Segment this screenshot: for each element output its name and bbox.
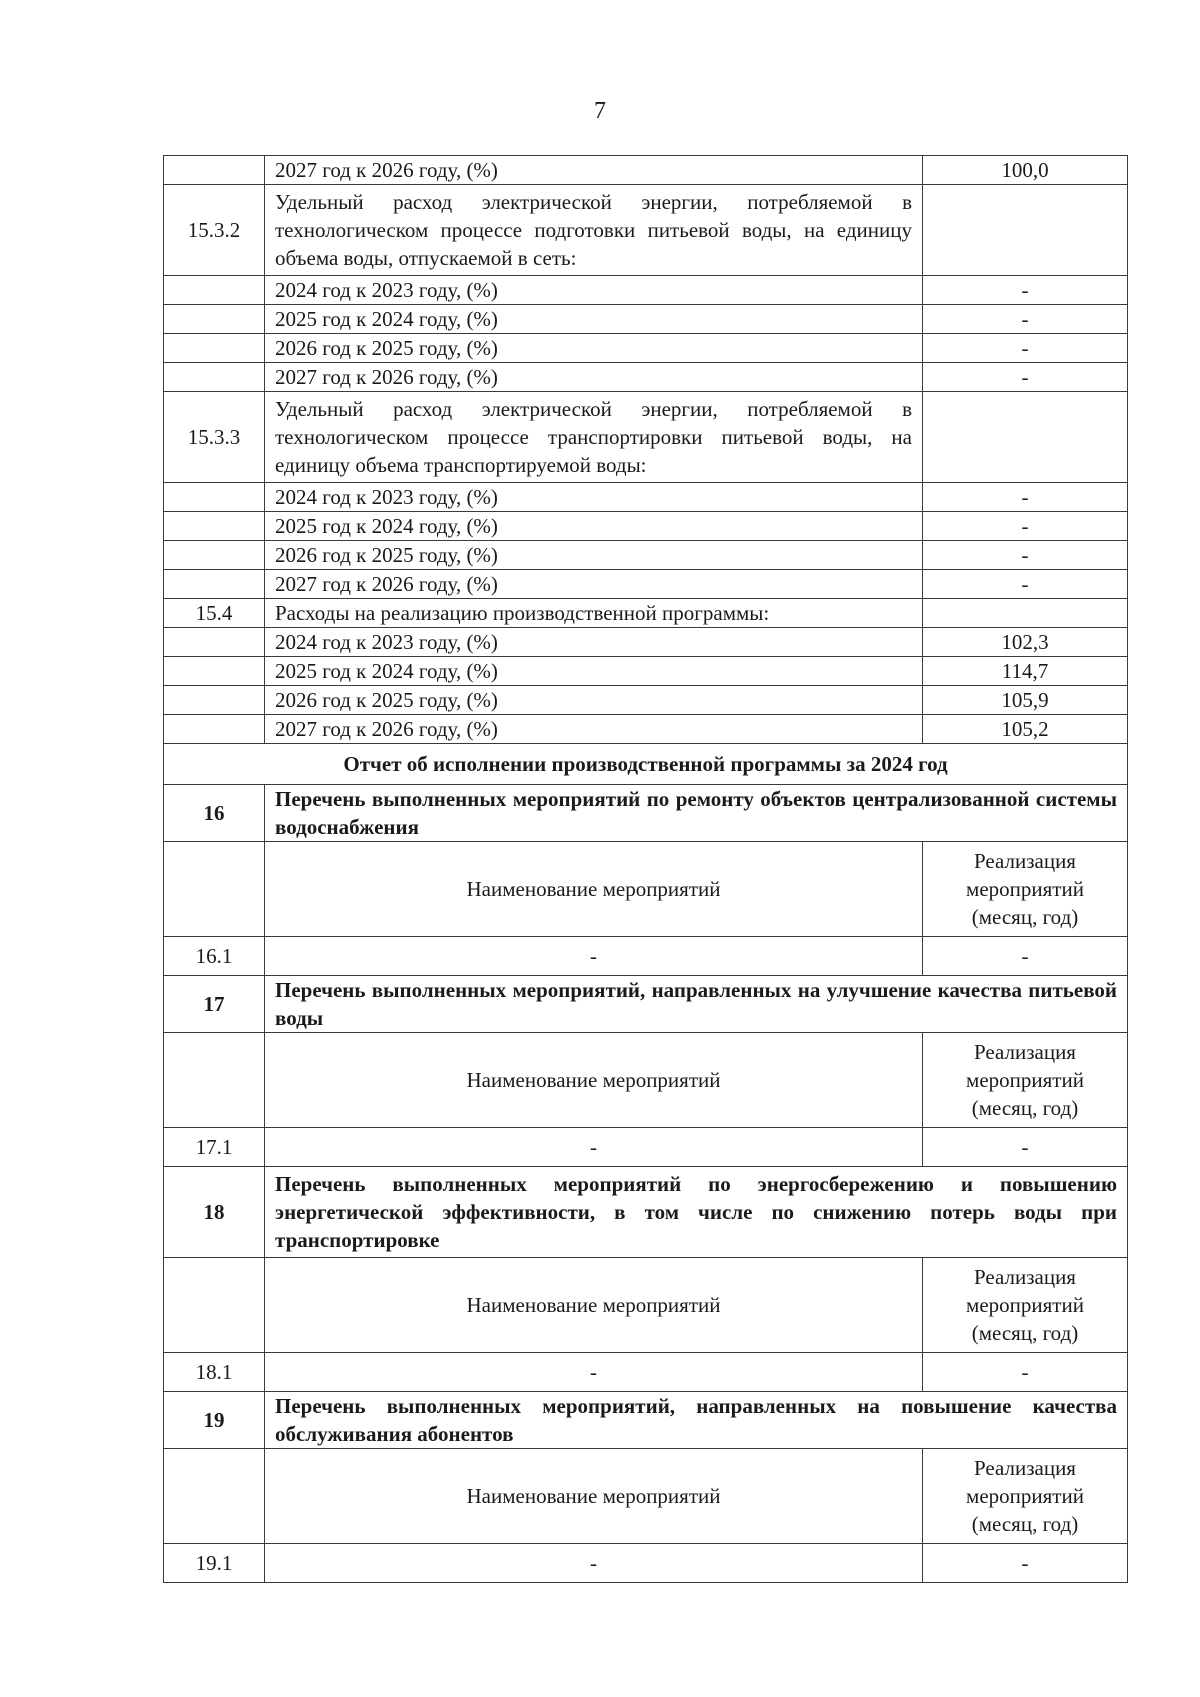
table-row <box>164 483 1128 512</box>
row-label: 2027 год к 2026 году, (%) <box>265 156 923 185</box>
item-number: 16.1 <box>164 937 265 976</box>
row-number <box>164 334 265 363</box>
item-number: 19.1 <box>164 1544 265 1583</box>
report-heading-row <box>164 744 1128 785</box>
table-row-15-3-3 <box>164 392 1128 483</box>
section-title: Перечень выполненных мероприятий, направленных на повышение качества обслуживания абонентов <box>265 1392 1128 1449</box>
item-number: 17.1 <box>164 1128 265 1167</box>
section-item-row <box>164 1128 1128 1167</box>
section-number: 16 <box>164 785 265 842</box>
row-value <box>923 599 1128 628</box>
row-label: Удельный расход электрической энергии, потребляемой в технологическом процессе подготовки питьевой воды, на единицу объема воды, отпускаемой в сеть: <box>265 185 923 276</box>
header-empty-cell <box>164 1033 265 1128</box>
impl-column-header: Реализация мероприятий (месяц, год) <box>923 1449 1128 1544</box>
impl-column-header: Реализация мероприятий (месяц, год) <box>923 842 1128 937</box>
item-name: - <box>265 937 923 976</box>
page-number: 7 <box>594 98 606 124</box>
row-number: 15.4 <box>164 599 265 628</box>
item-impl: - <box>923 1128 1128 1167</box>
section-number: 19 <box>164 1392 265 1449</box>
row-number <box>164 305 265 334</box>
section-17-row <box>164 976 1128 1033</box>
row-number <box>164 363 265 392</box>
row-value: 102,3 <box>923 628 1128 657</box>
report-heading: Отчет об исполнении производственной программы за 2024 год <box>164 744 1128 785</box>
table-row <box>164 657 1128 686</box>
row-number <box>164 541 265 570</box>
section-item-row <box>164 1353 1128 1392</box>
section-16-row <box>164 785 1128 842</box>
section-19-row <box>164 1392 1128 1449</box>
header-empty-cell <box>164 842 265 937</box>
name-column-header: Наименование мероприятий <box>265 1033 923 1128</box>
row-number <box>164 483 265 512</box>
row-value: - <box>923 541 1128 570</box>
table-row <box>164 715 1128 744</box>
row-value: - <box>923 483 1128 512</box>
row-value: - <box>923 334 1128 363</box>
row-value: 105,2 <box>923 715 1128 744</box>
row-number <box>164 686 265 715</box>
row-value: 100,0 <box>923 156 1128 185</box>
header-empty-cell <box>164 1258 265 1353</box>
section-18-row <box>164 1167 1128 1258</box>
table-row <box>164 305 1128 334</box>
row-label: 2025 год к 2024 году, (%) <box>265 657 923 686</box>
row-label: Расходы на реализацию производственной программы: <box>265 599 923 628</box>
row-value: - <box>923 512 1128 541</box>
table-row-15-4 <box>164 599 1128 628</box>
table-row <box>164 334 1128 363</box>
item-number: 18.1 <box>164 1353 265 1392</box>
item-impl: - <box>923 1353 1128 1392</box>
header-empty-cell <box>164 1449 265 1544</box>
name-column-header: Наименование мероприятий <box>265 1258 923 1353</box>
row-value: - <box>923 276 1128 305</box>
row-value: 114,7 <box>923 657 1128 686</box>
table-row-15-3-2 <box>164 185 1128 276</box>
item-name: - <box>265 1544 923 1583</box>
section-title: Перечень выполненных мероприятий, направленных на улучшение качества питьевой воды <box>265 976 1128 1033</box>
row-value <box>923 392 1128 483</box>
table-row <box>164 570 1128 599</box>
row-number <box>164 628 265 657</box>
row-label: 2027 год к 2026 году, (%) <box>265 363 923 392</box>
section-title: Перечень выполненных мероприятий по энергосбережению и повышению энергетической эффективности, в том числе по снижению потерь воды при транспортировке <box>265 1167 1128 1258</box>
section-number: 18 <box>164 1167 265 1258</box>
row-number: 15.3.2 <box>164 185 265 276</box>
row-label: 2024 год к 2023 году, (%) <box>265 276 923 305</box>
row-value: 105,9 <box>923 686 1128 715</box>
row-number <box>164 715 265 744</box>
row-label: 2024 год к 2023 году, (%) <box>265 483 923 512</box>
row-value <box>923 185 1128 276</box>
item-impl: - <box>923 1544 1128 1583</box>
table-row <box>164 276 1128 305</box>
section-header-row <box>164 1258 1128 1353</box>
table-row <box>164 363 1128 392</box>
table-row <box>164 541 1128 570</box>
table-row <box>164 628 1128 657</box>
section-title: Перечень выполненных мероприятий по ремонту объектов централизованной системы водоснабжения <box>265 785 1128 842</box>
row-label: 2027 год к 2026 году, (%) <box>265 570 923 599</box>
section-header-row <box>164 1033 1128 1128</box>
row-label: 2026 год к 2025 году, (%) <box>265 541 923 570</box>
item-impl: - <box>923 937 1128 976</box>
row-number <box>164 512 265 541</box>
row-number <box>164 156 265 185</box>
production-program-table <box>163 155 1128 1583</box>
row-label: 2025 год к 2024 году, (%) <box>265 305 923 334</box>
row-label: 2024 год к 2023 году, (%) <box>265 628 923 657</box>
row-value: - <box>923 570 1128 599</box>
item-name: - <box>265 1353 923 1392</box>
section-number: 17 <box>164 976 265 1033</box>
section-item-row <box>164 1544 1128 1583</box>
row-number <box>164 276 265 305</box>
name-column-header: Наименование мероприятий <box>265 842 923 937</box>
table-row <box>164 512 1128 541</box>
name-column-header: Наименование мероприятий <box>265 1449 923 1544</box>
row-value: - <box>923 305 1128 334</box>
section-item-row <box>164 937 1128 976</box>
row-label: 2026 год к 2025 году, (%) <box>265 686 923 715</box>
section-header-row <box>164 1449 1128 1544</box>
section-header-row <box>164 842 1128 937</box>
row-label: Удельный расход электрической энергии, потребляемой в технологическом процессе транспортировки питьевой воды, на единицу объема транспортируемой воды: <box>265 392 923 483</box>
row-label: 2025 год к 2024 году, (%) <box>265 512 923 541</box>
row-number: 15.3.3 <box>164 392 265 483</box>
table-row <box>164 686 1128 715</box>
table-row <box>164 156 1128 185</box>
row-label: 2026 год к 2025 году, (%) <box>265 334 923 363</box>
row-label: 2027 год к 2026 году, (%) <box>265 715 923 744</box>
row-value: - <box>923 363 1128 392</box>
row-number <box>164 657 265 686</box>
item-name: - <box>265 1128 923 1167</box>
impl-column-header: Реализация мероприятий (месяц, год) <box>923 1258 1128 1353</box>
row-number <box>164 570 265 599</box>
impl-column-header: Реализация мероприятий (месяц, год) <box>923 1033 1128 1128</box>
